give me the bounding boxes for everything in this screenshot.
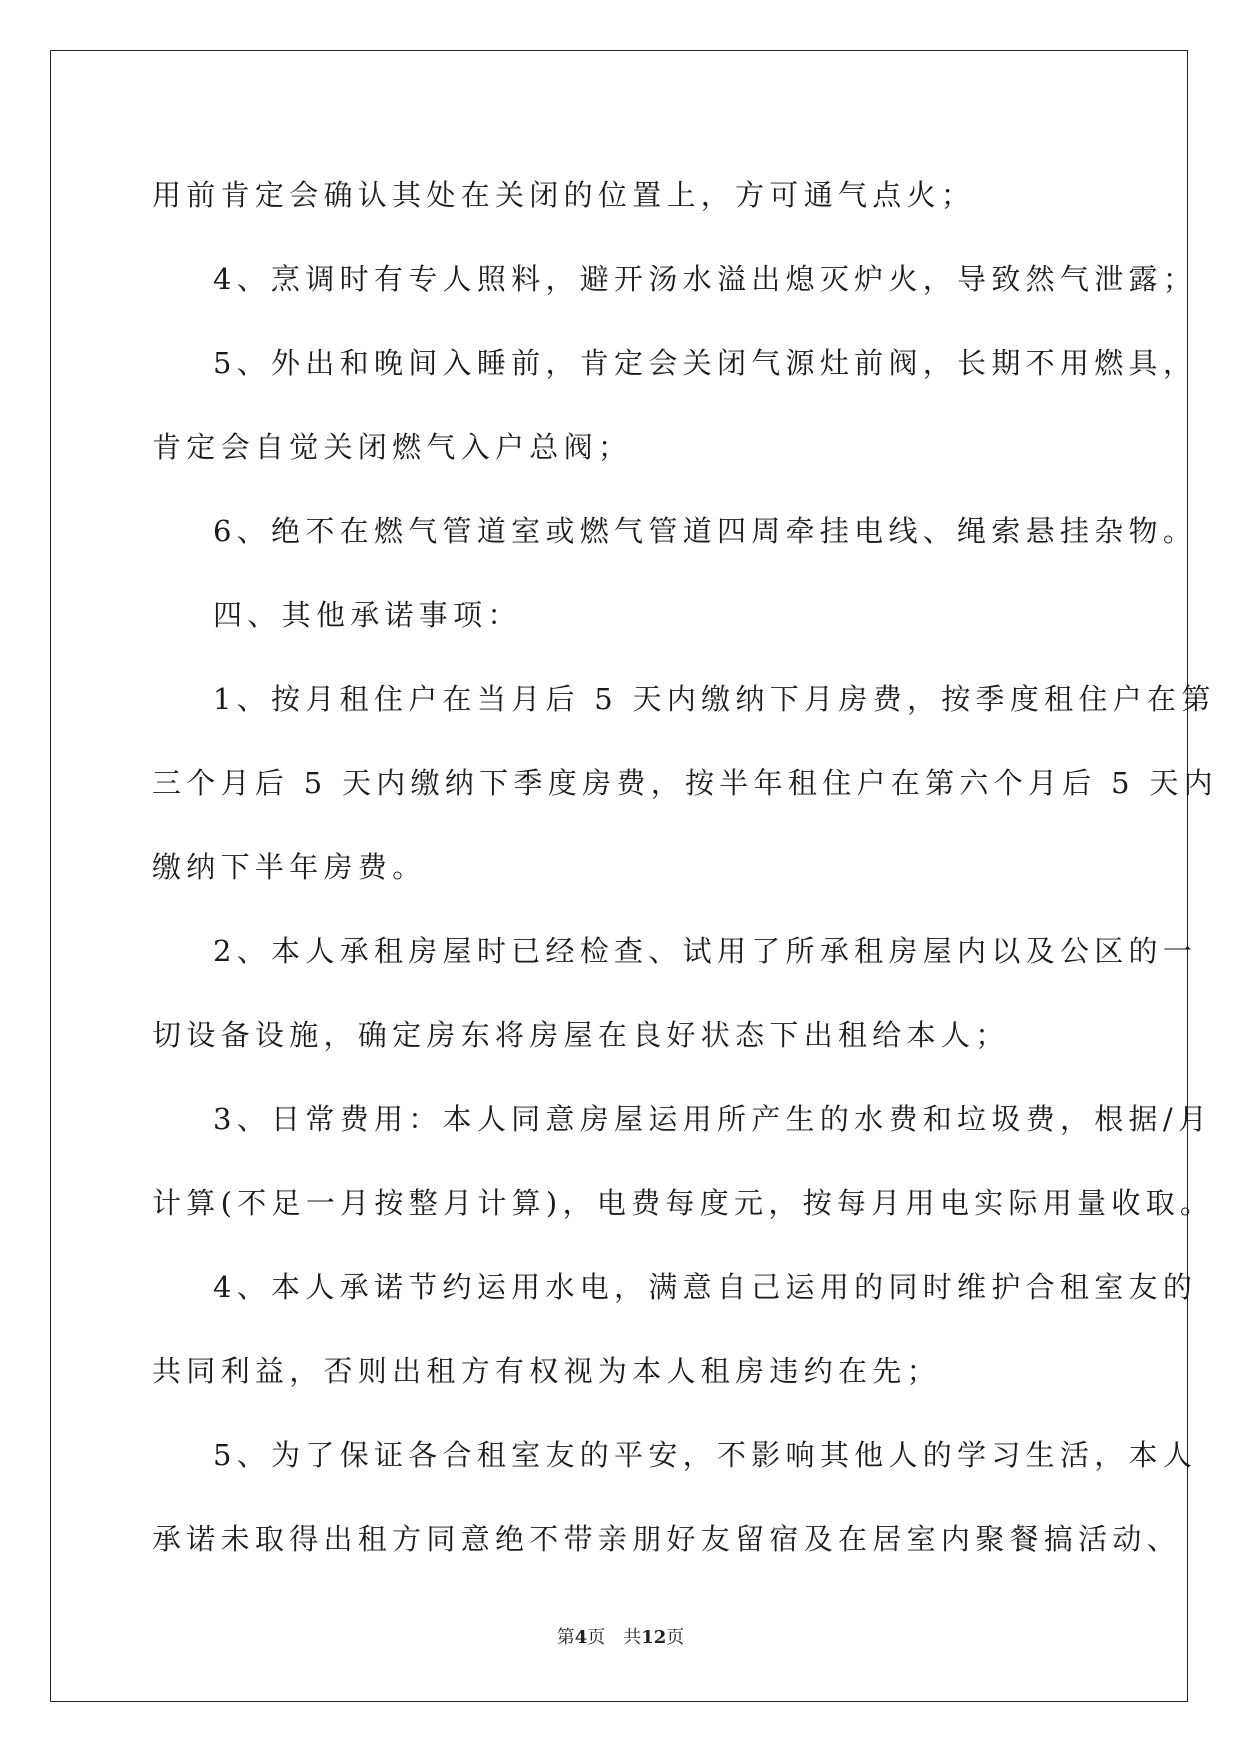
total-prefix: 共 [623,1627,642,1648]
paragraph-line: 三个月后 5 天内缴纳下季度房费，按半年租住户在第六个月后 5 天内 [152,766,1218,800]
total-suffix: 页 [666,1627,685,1648]
paragraph-line: 4、烹调时有专人照料，避开汤水溢出熄灭炉火，导致然气泄露； [213,262,1198,296]
page-suffix: 页 [587,1627,606,1648]
paragraph-line: 5、外出和晚间入睡前，肯定会关闭气源灶前阀，长期不用燃具， [213,346,1198,380]
paragraph-line: 3、日常费用：本人同意房屋运用所产生的水费和垃圾费，根据/月 [213,1102,1213,1136]
paragraph-line: 4、本人承诺节约运用水电，满意自己运用的同时维护合租室友的 [213,1270,1198,1304]
paragraph-line: 用前肯定会确认其处在关闭的位置上，方可通气点火； [152,178,976,212]
paragraph-line: 缴纳下半年房费。 [152,850,427,884]
paragraph-line: 承诺未取得出租方同意绝不带亲朋好友留宿及在居室内聚餐搞活动、 [152,1522,1182,1556]
paragraph-line: 1、按月租住户在当月后 5 天内缴纳下月房费，按季度租住户在第 [213,682,1216,716]
paragraph-line: 共同利益，否则出租方有权视为本人租房违约在先； [152,1354,941,1388]
paragraph-line: 肯定会自觉关闭燃气入户总阀； [152,430,633,464]
page-number: 4 [574,1627,588,1648]
paragraph-line: 5、为了保证各合租室友的平安，不影响其他人的学习生活，本人 [213,1438,1198,1472]
paragraph-line: 2、本人承租房屋时已经检查、试用了所承租房屋内以及公区的一 [213,934,1198,968]
page-footer [0,1623,1241,1649]
section-heading: 四、其他承诺事项： [213,598,522,632]
total-pages: 12 [641,1627,667,1648]
document-body [152,158,1218,1586]
paragraph-line: 计算(不足一月按整月计算)，电费每度元，按每月用电实际用量收取。 [152,1186,1215,1220]
page-prefix: 第 [556,1627,575,1648]
paragraph-line: 6、绝不在燃气管道室或燃气管道四周牵挂电线、绳索悬挂杂物。 [213,514,1198,548]
paragraph-line: 切设备设施，确定房东将房屋在良好状态下出租给本人； [152,1018,1010,1052]
